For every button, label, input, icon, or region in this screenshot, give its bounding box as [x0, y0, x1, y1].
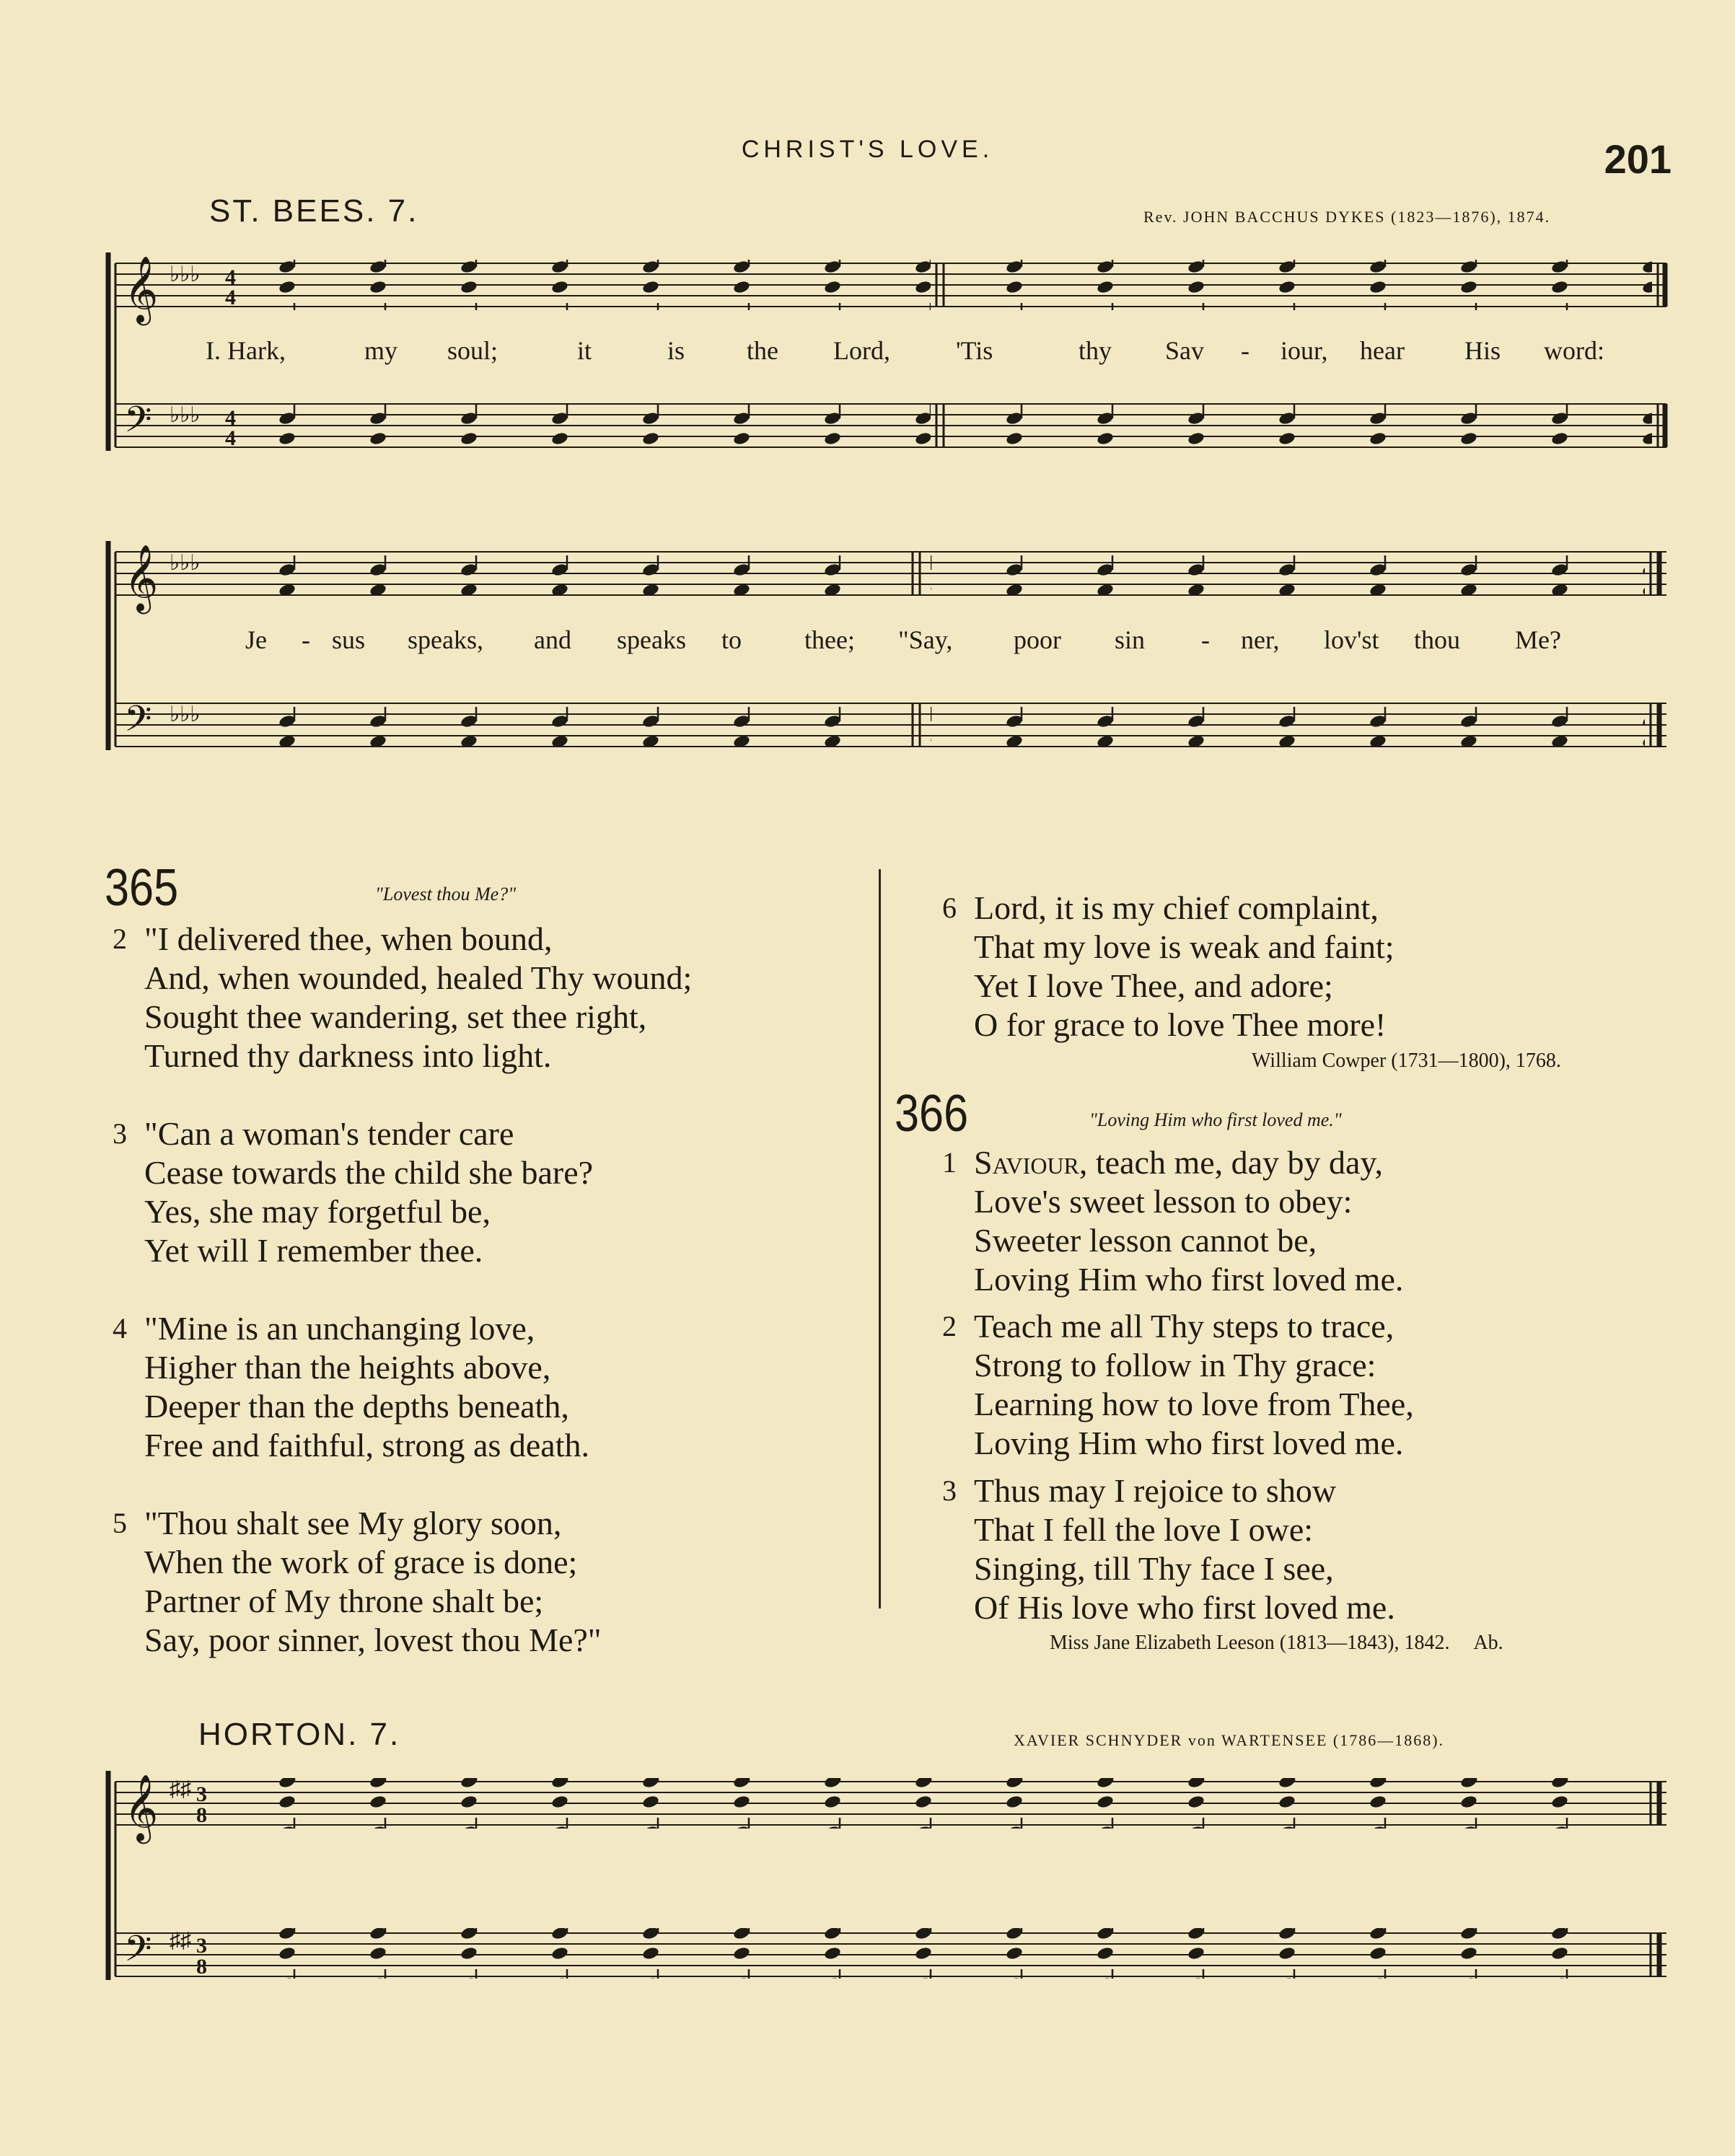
lyric-syllable: ner,: [1241, 625, 1280, 654]
stanza-line: Deeper than the depths beneath,: [144, 1388, 569, 1425]
svg-text:𝄞: 𝄞: [124, 1774, 159, 1841]
svg-text:𝄢: 𝄢: [124, 698, 152, 749]
stanza-line: Thus may I rejoice to show: [974, 1472, 1337, 1509]
stanza-number: 3: [113, 1117, 127, 1150]
page-number: 201: [1604, 136, 1672, 182]
lyric-syllable: His: [1464, 336, 1501, 365]
stanza-line: Yet I love Thee, and adore;: [974, 967, 1333, 1004]
lyric-syllable: to: [721, 625, 742, 654]
stanza-line: Free and faithful, strong as death.: [144, 1427, 589, 1464]
stanza-line: When the work of grace is done;: [144, 1544, 578, 1580]
stanza-365-3: [113, 1114, 594, 1270]
stanza-number: 6: [942, 892, 957, 924]
svg-text:♭♭♭: ♭♭♭: [170, 263, 201, 286]
stanza-number: 2: [942, 1310, 957, 1342]
stanza-365-4: [113, 1309, 589, 1465]
stanza-line: "Thou shalt see My glory soon,: [144, 1505, 562, 1541]
svg-text:♯♯: ♯♯: [170, 1777, 191, 1801]
svg-text:𝄞: 𝄞: [124, 255, 159, 322]
lyric-syllable: sus: [332, 625, 366, 654]
stanza-line: Teach me all Thy steps to trace,: [974, 1308, 1394, 1345]
stanza-line: Say, poor sinner, lovest thou Me?": [144, 1622, 602, 1658]
svg-text:8: 8: [196, 1955, 207, 1979]
stanza-number: 2: [113, 923, 127, 955]
svg-text:4: 4: [225, 406, 236, 430]
lyric-syllable: hear: [1360, 336, 1405, 365]
svg-text:4: 4: [225, 265, 236, 289]
stanza-line: Cease towards the child she bare?: [144, 1154, 594, 1191]
stanza-line: Higher than the heights above,: [144, 1349, 551, 1386]
lyric-syllable: Lord,: [833, 336, 890, 365]
lyric-syllable: my: [364, 336, 398, 365]
lyric-syllable: "Say,: [898, 625, 953, 654]
lyric-syllable: -: [1241, 336, 1249, 365]
stanza-line: "I delivered thee, when bound,: [144, 920, 553, 957]
stanza-line: "Can a woman's tender care: [144, 1115, 514, 1152]
lyric-syllable: 'Tis: [956, 336, 993, 365]
stanza-366-3: [942, 1471, 1395, 1627]
lyric-syllable: lov'st: [1324, 625, 1379, 654]
stanza-line: Of His love who first loved me.: [974, 1589, 1395, 1626]
lyric-syllable: thou: [1414, 625, 1461, 654]
svg-text:4: 4: [225, 286, 236, 309]
stanza-line: Turned thy darkness into light.: [144, 1037, 552, 1074]
hymn-number-365: 365: [105, 859, 179, 917]
svg-text:♭♭♭: ♭♭♭: [170, 551, 201, 575]
lyric-syllable: the: [747, 336, 778, 365]
svg-text:♯♯: ♯♯: [170, 1929, 191, 1953]
lyric-syllable: it: [577, 336, 592, 365]
stanza-line: Loving Him who first loved me.: [974, 1261, 1404, 1298]
lyric-syllable: Je: [245, 625, 267, 654]
svg-text:♭♭♭: ♭♭♭: [170, 703, 201, 726]
stanza-line: Sweeter lesson cannot be,: [974, 1222, 1317, 1259]
stanza-line: Singing, till Thy face I see,: [974, 1550, 1334, 1587]
svg-text:3: 3: [196, 1934, 207, 1958]
stanza-366-2: [942, 1307, 1414, 1463]
lyric-syllable: is: [667, 336, 685, 365]
stanza-line: And, when wounded, healed Thy wound;: [144, 959, 693, 996]
lyric-syllable: thy: [1079, 336, 1112, 365]
svg-text:3: 3: [196, 1782, 207, 1806]
column-divider: [879, 869, 881, 1609]
lyric-syllable: poor: [1014, 625, 1061, 654]
tune-composer-schnyder: XAVIER SCHNYDER von WARTENSEE (1786—1868).: [1014, 1731, 1445, 1749]
svg-text:♭♭♭: ♭♭♭: [170, 403, 201, 427]
stanza-line: "Mine is an unchanging love,: [144, 1310, 535, 1347]
stanza-line: Yet will I remember thee.: [144, 1232, 483, 1269]
tune-title-horton: HORTON. 7.: [198, 1717, 401, 1752]
stanza-number: 5: [113, 1507, 127, 1539]
lyric-syllable: and: [534, 625, 571, 654]
credit-note: Ab.: [1473, 1632, 1503, 1654]
stanza-number: 3: [942, 1474, 957, 1507]
lyric-syllable: iour,: [1281, 336, 1328, 365]
hymn-number-366: 366: [895, 1085, 969, 1143]
lyric-syllable: thee;: [804, 625, 855, 654]
stanza-line: Love's sweet lesson to obey:: [974, 1183, 1353, 1220]
line-rest: teach me, day by day,: [1087, 1144, 1383, 1181]
stanza-line: O for grace to love Thee more!: [974, 1006, 1387, 1043]
svg-text:8: 8: [196, 1803, 207, 1827]
stanza-line: Loving Him who first loved me.: [974, 1425, 1404, 1461]
stanza-line: Sought thee wandering, set thee right,: [144, 998, 647, 1035]
stanza-line: Partner of My throne shalt be;: [144, 1583, 544, 1619]
lyric-syllable: I. Hark,: [206, 336, 286, 365]
svg-text:4: 4: [225, 426, 236, 450]
running-head: CHRIST'S LOVE.: [741, 136, 994, 163]
stanza-365-5: [113, 1504, 602, 1660]
stanza-line: Learning how to love from Thee,: [974, 1386, 1414, 1422]
lyric-syllable: speaks,: [408, 625, 483, 654]
system-3: [108, 1771, 1666, 1980]
stanza-line: That I fell the love I owe:: [974, 1511, 1314, 1548]
tune-composer-dykes: Rev. JOHN BACCHUS DYKES (1823—1876), 1874.: [1143, 208, 1551, 226]
stanza-line: Yes, she may forgetful be,: [144, 1193, 491, 1230]
svg-text:𝄞: 𝄞: [124, 544, 159, 611]
stanza-line: That my love is weak and faint;: [974, 928, 1394, 965]
lyric-syllable: Sav: [1165, 336, 1204, 365]
lyric-syllable: speaks: [617, 625, 686, 654]
lyric-syllable: sin: [1115, 625, 1146, 654]
author-credit-leeson: [1050, 1632, 1503, 1655]
stanza-line: Lord, it is my chief complaint,: [974, 889, 1379, 926]
svg-text:𝄢: 𝄢: [124, 1928, 152, 1979]
stanza-365-6: [942, 889, 1394, 1044]
first-word: Saviour,: [974, 1144, 1088, 1181]
tune-title-st-bees: ST. BEES. 7.: [209, 193, 419, 229]
stanza-line: Strong to follow in Thy grace:: [974, 1347, 1376, 1383]
hymn-subtitle-365: "Lovest thou Me?": [375, 884, 517, 905]
hymn-subtitle-366: "Loving Him who first loved me.": [1089, 1109, 1342, 1130]
stanza-365-2: [113, 920, 693, 1075]
lyric-syllable: -: [1201, 625, 1210, 654]
stanza-366-1: [942, 1143, 1404, 1299]
stanza-line: [974, 1143, 1403, 1182]
stanza-number: 1: [942, 1146, 957, 1179]
lyric-syllable: -: [302, 625, 310, 654]
lyric-syllable: word:: [1544, 336, 1604, 365]
credit-text: Miss Jane Elizabeth Leeson (1813—1843), 1842.: [1050, 1632, 1450, 1654]
svg-text:𝄢: 𝄢: [124, 399, 152, 449]
author-credit-cowper: William Cowper (1731—1800), 1768.: [1252, 1050, 1561, 1072]
stanza-number: 4: [113, 1312, 127, 1345]
lyric-syllable: soul;: [447, 336, 498, 365]
lyric-syllable: Me?: [1515, 625, 1561, 654]
